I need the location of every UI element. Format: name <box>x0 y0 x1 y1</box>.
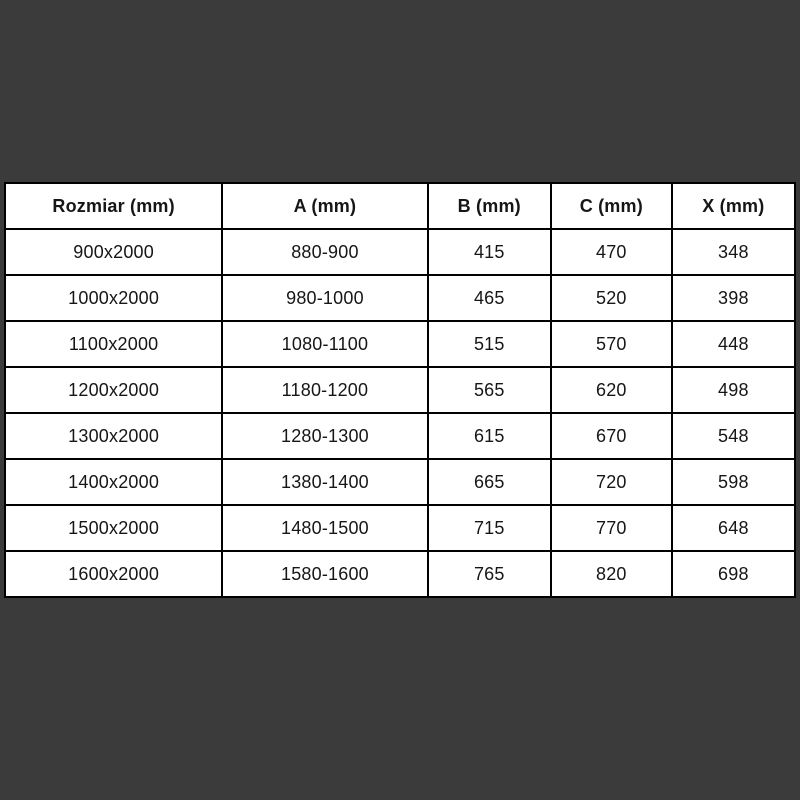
table-row <box>5 229 795 275</box>
table-cell: 1380-1400 <box>222 459 427 505</box>
table-cell: 615 <box>428 413 551 459</box>
table-cell: 470 <box>551 229 672 275</box>
table-cell: 1080-1100 <box>222 321 427 367</box>
table-cell: 1300x2000 <box>5 413 222 459</box>
table-cell: 548 <box>672 413 795 459</box>
column-header: X (mm) <box>672 183 795 229</box>
table-cell: 515 <box>428 321 551 367</box>
table-cell: 698 <box>672 551 795 597</box>
table-cell: 348 <box>672 229 795 275</box>
table-cell: 665 <box>428 459 551 505</box>
table-cell: 415 <box>428 229 551 275</box>
table-cell: 398 <box>672 275 795 321</box>
table-cell: 565 <box>428 367 551 413</box>
table-cell: 598 <box>672 459 795 505</box>
table-cell: 820 <box>551 551 672 597</box>
table-cell: 570 <box>551 321 672 367</box>
column-header: B (mm) <box>428 183 551 229</box>
table-cell: 720 <box>551 459 672 505</box>
table-cell: 520 <box>551 275 672 321</box>
table-cell: 620 <box>551 367 672 413</box>
table-cell: 880-900 <box>222 229 427 275</box>
table-cell: 715 <box>428 505 551 551</box>
dimensions-table <box>4 182 796 598</box>
table-cell: 765 <box>428 551 551 597</box>
dimensions-table-container <box>4 182 796 598</box>
table-cell: 1200x2000 <box>5 367 222 413</box>
table-cell: 1580-1600 <box>222 551 427 597</box>
table-cell: 1480-1500 <box>222 505 427 551</box>
table-cell: 1100x2000 <box>5 321 222 367</box>
column-header: C (mm) <box>551 183 672 229</box>
table-cell: 465 <box>428 275 551 321</box>
table-cell: 448 <box>672 321 795 367</box>
table-cell: 1500x2000 <box>5 505 222 551</box>
table-cell: 670 <box>551 413 672 459</box>
table-header-row <box>5 183 795 229</box>
table-row <box>5 413 795 459</box>
table-body <box>5 229 795 597</box>
table-cell: 1400x2000 <box>5 459 222 505</box>
table-cell: 1180-1200 <box>222 367 427 413</box>
table-cell: 900x2000 <box>5 229 222 275</box>
table-row <box>5 551 795 597</box>
table-row <box>5 275 795 321</box>
table-row <box>5 367 795 413</box>
table-cell: 1600x2000 <box>5 551 222 597</box>
column-header: Rozmiar (mm) <box>5 183 222 229</box>
table-cell: 1000x2000 <box>5 275 222 321</box>
table-cell: 498 <box>672 367 795 413</box>
table-row <box>5 459 795 505</box>
table-cell: 648 <box>672 505 795 551</box>
table-cell: 770 <box>551 505 672 551</box>
table-row <box>5 321 795 367</box>
table-cell: 1280-1300 <box>222 413 427 459</box>
table-row <box>5 505 795 551</box>
table-cell: 980-1000 <box>222 275 427 321</box>
column-header: A (mm) <box>222 183 427 229</box>
